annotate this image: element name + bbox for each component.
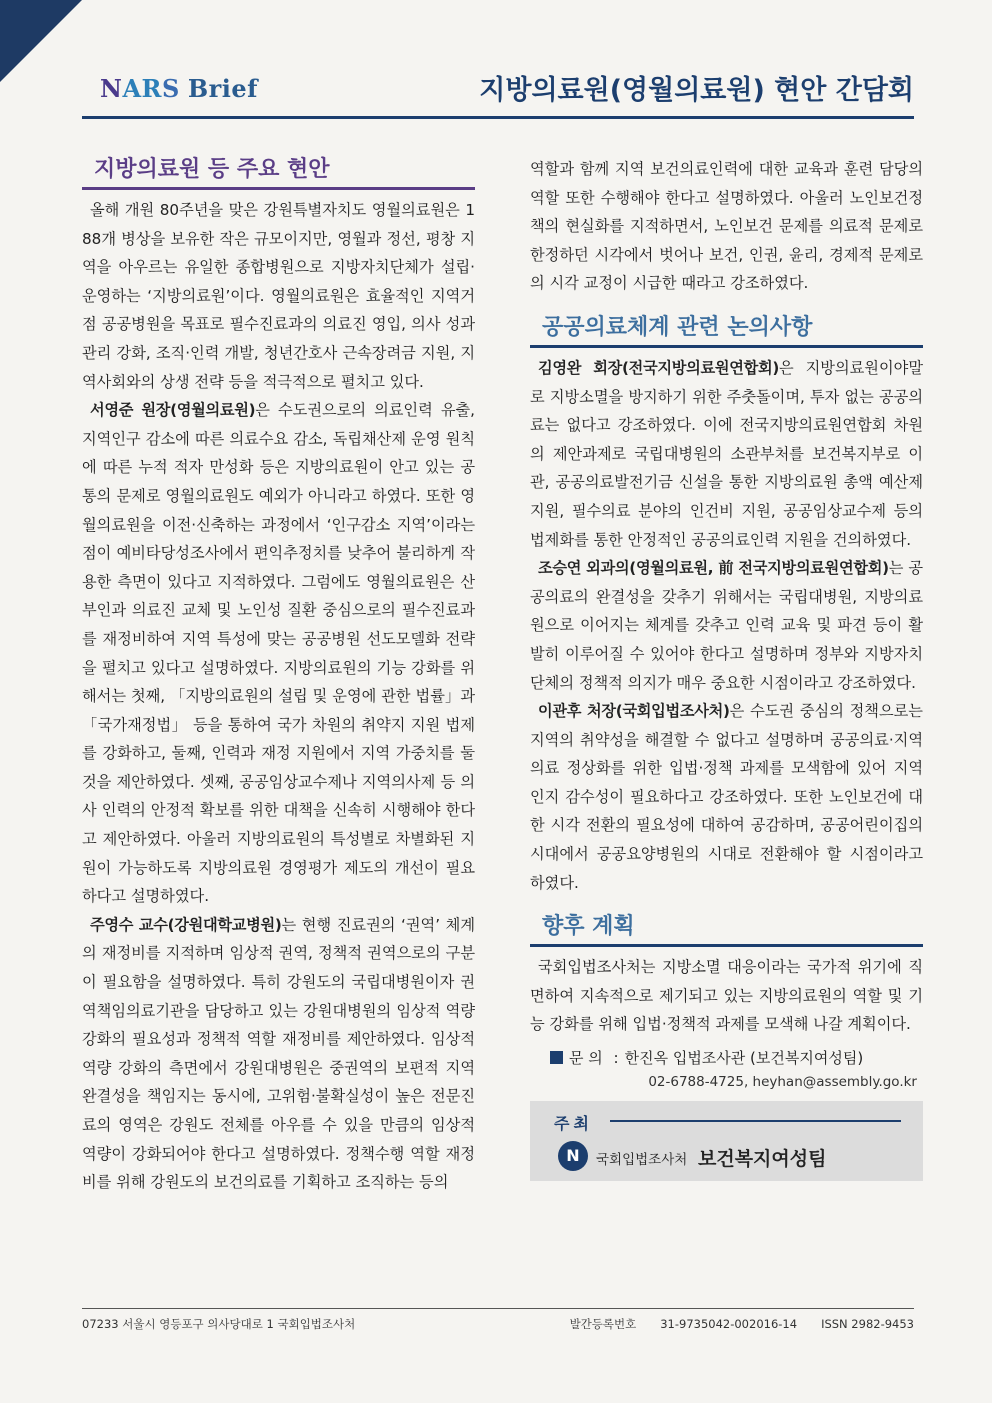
speaker-name: 서영준 원장(영월의료원) bbox=[90, 401, 256, 420]
contact-label: 문 의 bbox=[569, 1049, 603, 1068]
paragraph-chief: 이관후 처장(국회입법조사처)은 수도권 중심의 정책으로는 지역의 취약성을 해결할 수 없다고 설명하며 공공의료·지역의료 정상화를 위한 입법·정책 과제를 모색함에 있어 지역 인지 감수성이 필요하다고 강조하였다. 또한 노인보건에 대한 시각 전환의 필요성에 대하여 공감하며, 공공어린이집의 시대에서 공공요양병원의 시대로 전환해야 할 시점이라고 하였다. bbox=[530, 702, 923, 892]
corner-decoration bbox=[0, 0, 82, 82]
nars-brief-logo: NARS Brief bbox=[100, 74, 258, 103]
section-heading-plan: 향후 계획 bbox=[530, 907, 923, 947]
square-bullet-icon bbox=[550, 1051, 563, 1064]
paragraph-intro: 올해 개원 80주년을 맞은 강원특별자치도 영월의료원은 188개 병상을 보유한 작은 규모이지만, 영월과 정선, 평창 지역을 아우르는 유일한 종합병원으로 지방자치단체가 설립·운영하는 ‘지방의료원’이다. 영월의료원은 효율적인 지역거점 공공병원을 목표로 필수진료과의 의료진 영입, 의사 성과관리 강화, 조직·인력 개발, 청년간호사 근속장려금 지원, 지역사회와의 상생 전략 등을 적극적으로 펼치고 있다. bbox=[82, 201, 475, 391]
nars-seal-icon: N bbox=[558, 1141, 588, 1171]
contact-details[interactable]: 02-6788-4725, heyhan@assembly.go.kr bbox=[648, 1074, 917, 1091]
contact-person: 한진옥 입법조사관 (보건복지여성팀) bbox=[624, 1049, 864, 1068]
left-column bbox=[82, 150, 475, 1197]
speaker-name: 김영완 회장(전국지방의료원연합회) bbox=[538, 358, 779, 377]
paragraph-professor: 주영수 교수(강원대학교병원)는 현행 진료권의 ‘권역’ 체계의 재정비를 지적하며 임상적 권역, 정책적 권역으로의 구분이 필요함을 설명하였다. 특히 강원도의 국립대병원이자 권역책임의료기관을 담당하고 있는 강원대병원의 임상적 역량 강화의 필요성과 정책적 역할 재정비를 제안하였다. 임상적 역량 강화의 측면에서 강원대병원은 중권역의 보편적 지역완결성을 책임지는 동시에, 고위험·불확실성이 높은 전문진료의 영역은 강원도 전체를 아우를 수 있을 만큼의 임상적 역량이 강화되어야 한다고 설명하였다. 정책수행 역할 재정비를 위해 강원도의 보건의료를 기획하고 조직하는 등의 bbox=[82, 915, 475, 1192]
footer-divider bbox=[82, 1308, 914, 1309]
header-divider bbox=[82, 116, 914, 119]
paragraph-chairman: 김영완 회장(전국지방의료원연합회)은 지방의료원이야말로 지방소멸을 방지하기 위한 주춧돌이며, 투자 없는 공공의료는 없다고 강조하였다. 이에 전국지방의료원연합회 차원의 제안과제로 국립대병원의 소관부처를 보건복지부로 이관, 공공의료발전기금 신설을 통한 지방의료원 총액 예산제 지원, 필수의료 분야의 인건비 지원, 공공임상교수제 등의 법제화를 통한 안정적인 공공의료인력 지원을 건의하였다. bbox=[530, 358, 923, 549]
speaker-name: 이관후 처장(국회입법조사처) bbox=[538, 702, 730, 721]
host-box bbox=[530, 1101, 923, 1181]
host-team: 보건복지여성팀 bbox=[698, 1148, 827, 1171]
host-organization: 국회입법조사처 bbox=[596, 1152, 688, 1169]
contact-info: 문 의 : 한진옥 입법조사관 (보건복지여성팀) 02-6788-4725, heyhan@assembly.go.kr bbox=[530, 1045, 923, 1093]
right-column bbox=[530, 155, 923, 1181]
host-label: 주최 bbox=[554, 1114, 593, 1134]
paragraph-director: 서영준 원장(영월의료원)은 수도권으로의 의료인력 유출, 지역인구 감소에 따른 의료수요 감소, 독립채산제 운영 원칙에 따른 누적 적자 만성화 등은 지방의료원이 안고 있는 공통의 문제로 영월의료원도 예외가 아니라고 하였다. 또한 영월의료원을 이전·신축하는 과정에서 ‘인구감소 지역’이라는 점이 예비타당성조사에서 편익추정치를 낮추어 불리하게 작용한 측면이 있다고 지적하였다. 그럼에도 영월의료원은 산부인과 의료진 교체 및 노인성 질환 중심으로의 필수진료과를 재정비하여 지역 특성에 맞는 공공병원 선도모델화 전략을 펼치고 있다고 설명하였다. 지방의료원의 기능 강화를 위해서는 첫째, 「지방의료원의 설립 및 운영에 관한 법률」과 「국가재정법」 등을 통하여 국가 차원의 취약지 지원 법제를 강화하고, 둘째, 인력과 재정 지원에서 지역 가중치를 둘 것을 제안하였다. 셋째, 공공임상교수제나 지역의사제 등 의사 인력의 안정적 확보를 위한 대책을 신속히 시행해야 한다고 제안하였다. 아울러 지방의료원의 특성별로 차별화된 지원이 가능하도록 지방의료원 경영평가 제도의 개선이 필요하다고 설명하였다. bbox=[82, 401, 475, 906]
footer-registration: 발간등록번호 31-9735042-002016-14 ISSN 2982-9453 bbox=[569, 1317, 914, 1331]
paragraph-plan: 국회입법조사처는 지방소멸 대응이라는 국가적 위기에 직면하여 지속적으로 제기되고 있는 지방의료원의 역할 및 기능 강화를 위해 입법·정책적 과제를 모색해 나갈 계획이다. bbox=[530, 958, 923, 1034]
document-title: 지방의료원(영월의료원) 현안 간담회 bbox=[479, 75, 914, 106]
section-heading-discussion: 공공의료체계 관련 논의사항 bbox=[530, 308, 923, 348]
speaker-name: 주영수 교수(강원대학교병원) bbox=[90, 915, 282, 934]
speaker-name: 조승연 외과의(영월의료원, 前 전국지방의료원연합회) bbox=[538, 559, 889, 578]
paragraph-professor-continued: 역할과 함께 지역 보건의료인력에 대한 교육과 훈련 담당의 역할 또한 수행해야 한다고 설명하였다. 아울러 노인보건정책의 현실화를 지적하면서, 노인보건 문제를 의료적 문제로 한정하던 시각에서 벗어나 보건, 인권, 윤리, 경제적 문제로의 시각 교정이 시급한 때라고 강조하였다. bbox=[530, 160, 923, 293]
footer-address: 07233 서울시 영등포구 의사당대로 1 국회입법조사처 bbox=[82, 1317, 356, 1331]
paragraph-surgeon: 조승연 외과의(영월의료원, 前 전국지방의료원연합회)는 공공의료의 완결성을 갖추기 위해서는 국립대병원, 지방의료원으로 이어지는 체계를 갖추고 인력 교육 및 파견 등이 활발히 이루어질 수 있어야 한다고 설명하며 정부와 지방자치단체의 정책적 의지가 매우 중요한 시점이라고 강조하였다. bbox=[530, 559, 923, 692]
host-divider bbox=[610, 1120, 901, 1122]
section-heading-issues: 지방의료원 등 주요 현안 bbox=[82, 150, 475, 190]
